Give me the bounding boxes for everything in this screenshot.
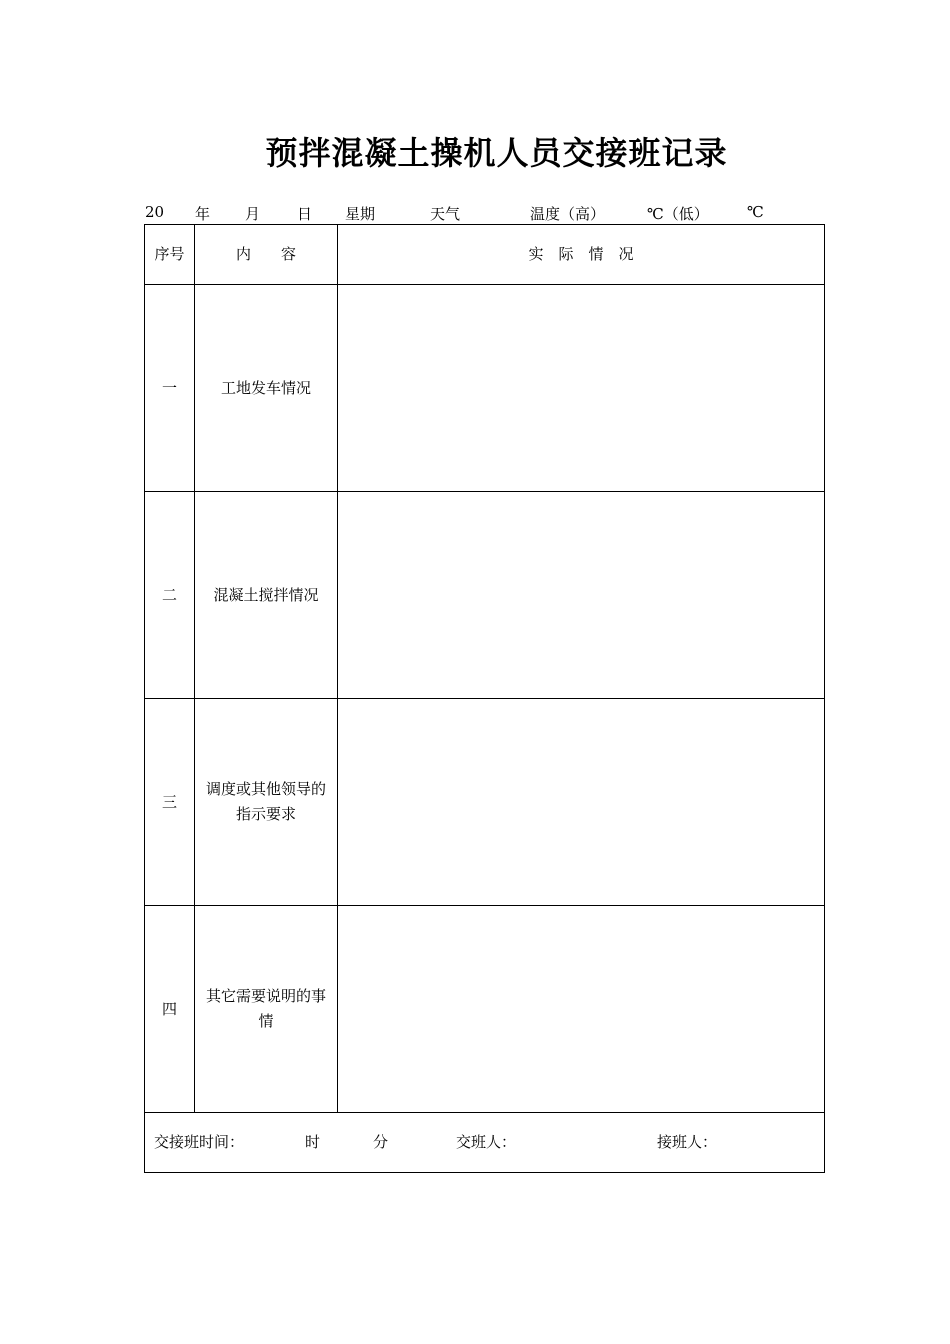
row-item-label: 调度或其他领导的指示要求 [206, 780, 327, 823]
footer-fields [145, 1113, 824, 1172]
weather-label: 天气 [430, 205, 461, 223]
weekday-label: 星期 [345, 205, 376, 223]
handover-time-label: 交接班时间： [154, 1133, 245, 1151]
hour-label: 时 [305, 1133, 321, 1151]
row-item-label: 工地发车情况 [220, 378, 311, 397]
table-footer-row [145, 1113, 825, 1173]
item-header: 内 容 [195, 225, 338, 285]
received-by-label: 接班人： [657, 1133, 718, 1151]
detail-header: 实 际 情 况 [338, 225, 825, 285]
row-detail-field[interactable] [338, 492, 825, 699]
row-item [195, 906, 338, 1113]
row-seq: 三 [145, 699, 195, 906]
temp-unit-label: ℃ [747, 203, 764, 221]
row-item-label: 其它需要说明的事情 [206, 987, 327, 1030]
row-item [195, 492, 338, 699]
row-seq: 四 [145, 906, 195, 1113]
temp-low-label: ℃（低） [647, 205, 709, 223]
handed-by-label: 交班人： [456, 1133, 517, 1151]
table-row [145, 906, 825, 1113]
table-row [145, 285, 825, 492]
temp-high-label: 温度（高） [530, 205, 606, 223]
row-detail-field[interactable] [338, 285, 825, 492]
row-seq: 一 [145, 285, 195, 492]
row-item-label: 混凝土搅拌情况 [213, 585, 319, 604]
date-weather-line [0, 203, 950, 223]
handover-record-table [144, 224, 825, 1173]
row-item [195, 285, 338, 492]
table-row [145, 699, 825, 906]
table-row [145, 492, 825, 699]
row-detail-field[interactable] [338, 906, 825, 1113]
year-label: 年 [195, 205, 211, 223]
footer-cell [145, 1113, 825, 1173]
minute-label: 分 [373, 1133, 389, 1151]
row-item [195, 699, 338, 906]
row-detail-field[interactable] [338, 699, 825, 906]
table-header-row [145, 225, 825, 285]
seq-header: 序号 [145, 225, 195, 285]
day-label: 日 [297, 205, 313, 223]
month-label: 月 [245, 205, 261, 223]
row-seq: 二 [145, 492, 195, 699]
document-title: 预拌混凝土操机人员交接班记录 [265, 134, 728, 172]
year-prefix: 20 [145, 203, 165, 221]
